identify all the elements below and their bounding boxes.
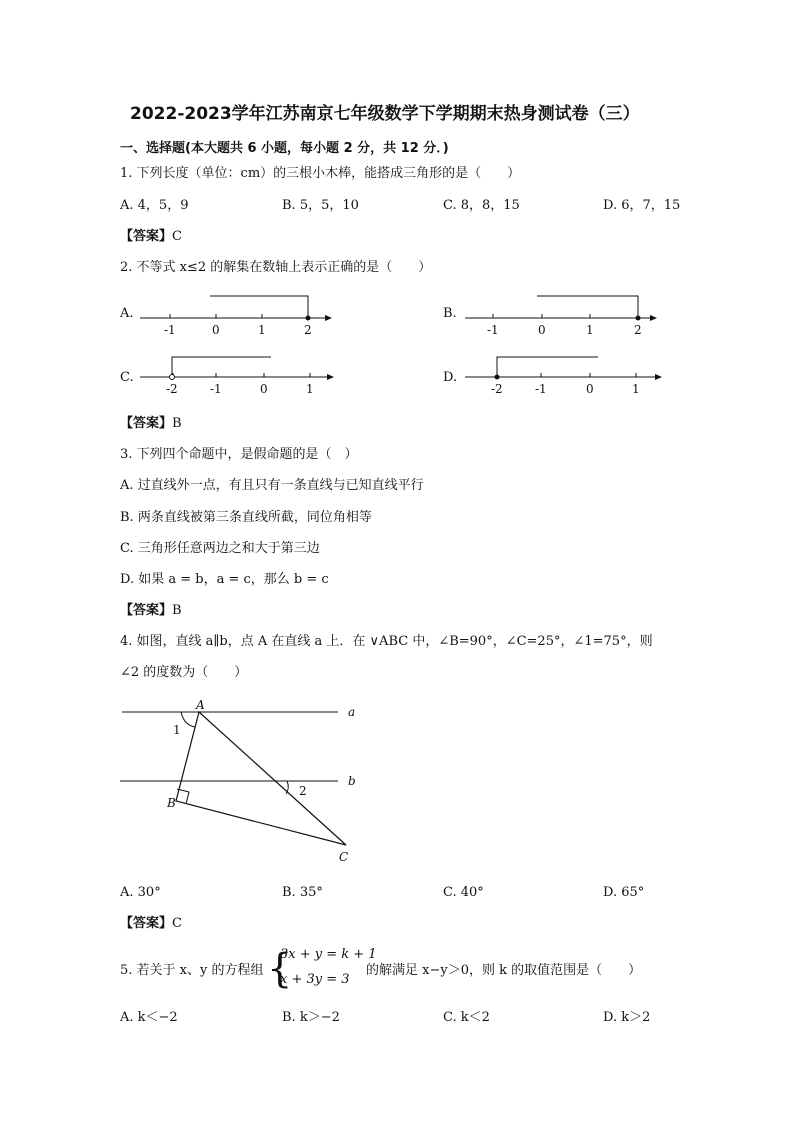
q2-numberline-b [465,290,665,340]
q1-stem: 1. 下列长度（单位：cm）的三根小木棒，能搭成三角形的是（ ） [120,166,521,181]
q5-option-d: D. k＞2 [603,1010,651,1025]
q5-equation-1: 3x + y = k + 1 [280,947,377,962]
equation-brace: { [267,946,293,992]
q2-answer [120,416,182,432]
tick-label: 0 [586,382,594,396]
q4-option-b: B. 35° [282,885,323,900]
tick-label: 1 [586,323,594,337]
tick-label: 0 [538,323,546,337]
answer-value: C [172,229,182,244]
tick-label: -2 [491,382,503,396]
point-c-label: C [339,850,349,864]
q1-option-a: A. 4，5，9 [120,198,189,213]
q5-stem-prefix: 5. 若关于 x、y 的方程组 [120,963,264,978]
q5-option-a: A. k＜−2 [120,1010,178,1025]
tick-label: -1 [487,323,499,337]
tick-label: -2 [166,382,178,396]
q2-numberline-a [140,290,340,340]
tick-label: -1 [535,382,547,396]
angle-2-label: 2 [299,784,307,798]
answer-label: 【答案】 [120,416,173,431]
q3-option-c: C. 三角形任意两边之和大于第三边 [120,541,320,556]
q4-option-c: C. 40° [443,885,484,900]
q3-option-b: B. 两条直线被第三条直线所截，同位角相等 [120,510,372,525]
tick-label: -1 [164,323,176,337]
q4-stem-line2: ∠2 的度数为（ ） [120,665,248,680]
q5-equation-2: x + 3y = 3 [280,972,350,987]
q1-option-c: C. 8，8，15 [443,198,520,213]
section-heading: 一、选择题(本大题共 6 小题，每小题 2 分，共 12 分．) [120,141,449,156]
angle-1-label: 1 [173,723,181,737]
line-b-label: b [348,774,356,788]
q4-stem-line1: 4. 如图，直线 a∥b，点 A 在直线 a 上．在 ∨ABC 中，∠B=90°，∠C=25°，∠1=75°，则 [120,634,653,649]
q2-label-a: A. [120,306,134,321]
q4-option-a: A. 30° [120,885,161,900]
q4-option-d: D. 65° [603,885,645,900]
q2-label-b: B. [443,306,457,321]
tick-label: 2 [634,323,642,337]
line-a-label: a [348,705,356,719]
q3-answer [120,603,182,619]
q3-option-a: A. 过直线外一点，有且只有一条直线与已知直线平行 [120,478,424,493]
tick-label: 1 [258,323,266,337]
point-b-label: B [167,796,176,810]
answer-value: C [172,916,182,931]
q5-stem-suffix: 的解满足 x−y＞0，则 k 的取值范围是（ ） [366,963,642,978]
q1-option-d: D. 6，7，15 [603,198,681,213]
tick-label: 0 [260,382,268,396]
q5-option-b: B. k＞−2 [282,1010,340,1025]
q2-numberline-c [140,352,340,402]
q3-stem: 3. 下列四个命题中，是假命题的是（ ） [120,447,358,462]
q1-option-b: B. 5，5，10 [282,198,359,213]
q3-option-d: D. 如果 a = b，a = c，那么 b = c [120,572,329,587]
page-title: 2022-2023学年江苏南京七年级数学下学期期末热身测试卷（三） [130,104,640,124]
q4-answer [120,916,182,932]
point-a-label: A [196,698,205,712]
q2-label-d: D. [443,370,458,385]
tick-label: 0 [212,323,220,337]
q5-option-c: C. k＜2 [443,1010,490,1025]
q2-label-c: C. [120,370,134,385]
q1-answer [120,229,182,245]
q4-triangle-figure [110,695,370,870]
tick-label: 1 [632,382,640,396]
tick-label: 2 [304,323,312,337]
answer-label: 【答案】 [120,229,173,244]
tick-label: -1 [210,382,222,396]
tick-label: 1 [306,382,314,396]
q2-numberline-d [465,352,665,402]
answer-label: 【答案】 [120,916,173,931]
answer-value: B [172,603,182,618]
answer-label: 【答案】 [120,603,173,618]
answer-value: B [172,416,182,431]
q2-stem: 2. 不等式 x≤2 的解集在数轴上表示正确的是（ ） [120,260,432,275]
